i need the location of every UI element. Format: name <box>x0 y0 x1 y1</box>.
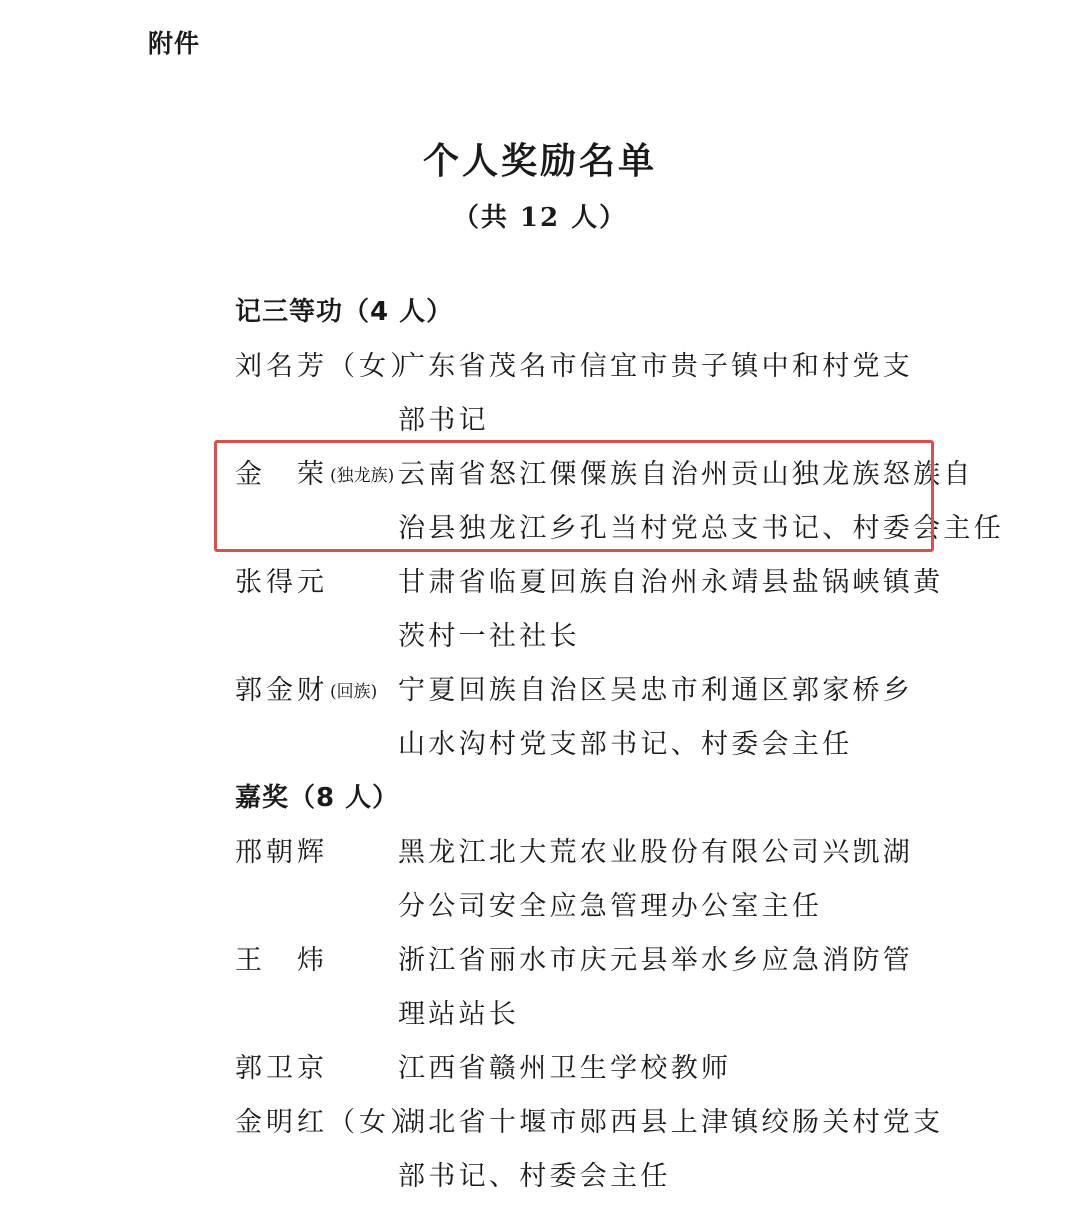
highlight-box <box>214 440 934 552</box>
awardee-description: 江西省赣州卫生学校教师 <box>398 1053 732 1084</box>
ethnicity-note: (独龙族) <box>330 466 395 486</box>
section-heading: 记三等功（4 人） <box>235 297 454 327</box>
awardee-name: 郭金财 (回族) <box>235 675 378 706</box>
awardee-description: 湖北省十堰市郧西县上津镇绞肠关村党支 部书记、村委会主任 <box>398 1107 944 1192</box>
section-third-class-merit <box>0 286 1080 340</box>
awardee-description: 甘肃省临夏回族自治州永靖县盐锅峡镇黄 茨村一社社长 <box>398 567 944 652</box>
awardee-name: 邢朝辉 <box>235 837 328 868</box>
awardee-name: 张得元 <box>235 567 328 598</box>
awardee-description: 广东省茂名市信宜市贵子镇中和村党支 部书记 <box>398 351 914 436</box>
page-subtitle: （共 12 人） <box>452 203 628 233</box>
section-commendation <box>0 772 1080 826</box>
awardee-name: 郭卫京 <box>235 1053 328 1084</box>
awardee-description: 云南省怒江傈僳族自治州贡山独龙族怒族自 治县独龙江乡孔当村党总支书记、村委会主任 <box>398 459 1004 544</box>
awardee-description: 黑龙江北大荒农业股份有限公司兴凯湖 分公司安全应急管理办公室主任 <box>398 837 914 922</box>
section-heading: 嘉奖（8 人） <box>235 783 400 813</box>
awardee-name: 金 荣 (独龙族) <box>235 459 395 490</box>
awardee-description: 宁夏回族自治区吴忠市利通区郭家桥乡 山水沟村党支部书记、村委会主任 <box>398 675 914 760</box>
attachment-label: 附件 <box>148 29 201 58</box>
awardee-description: 浙江省丽水市庆元县举水乡应急消防管 理站站长 <box>398 945 914 1030</box>
awardee-name: 刘名芳（女） <box>235 351 421 382</box>
ethnicity-note: (回族) <box>330 682 378 702</box>
page-title: 个人奖励名单 <box>422 141 657 182</box>
awardee-name: 金明红（女） <box>235 1107 421 1138</box>
awardee-name: 王 炜 <box>235 945 328 976</box>
